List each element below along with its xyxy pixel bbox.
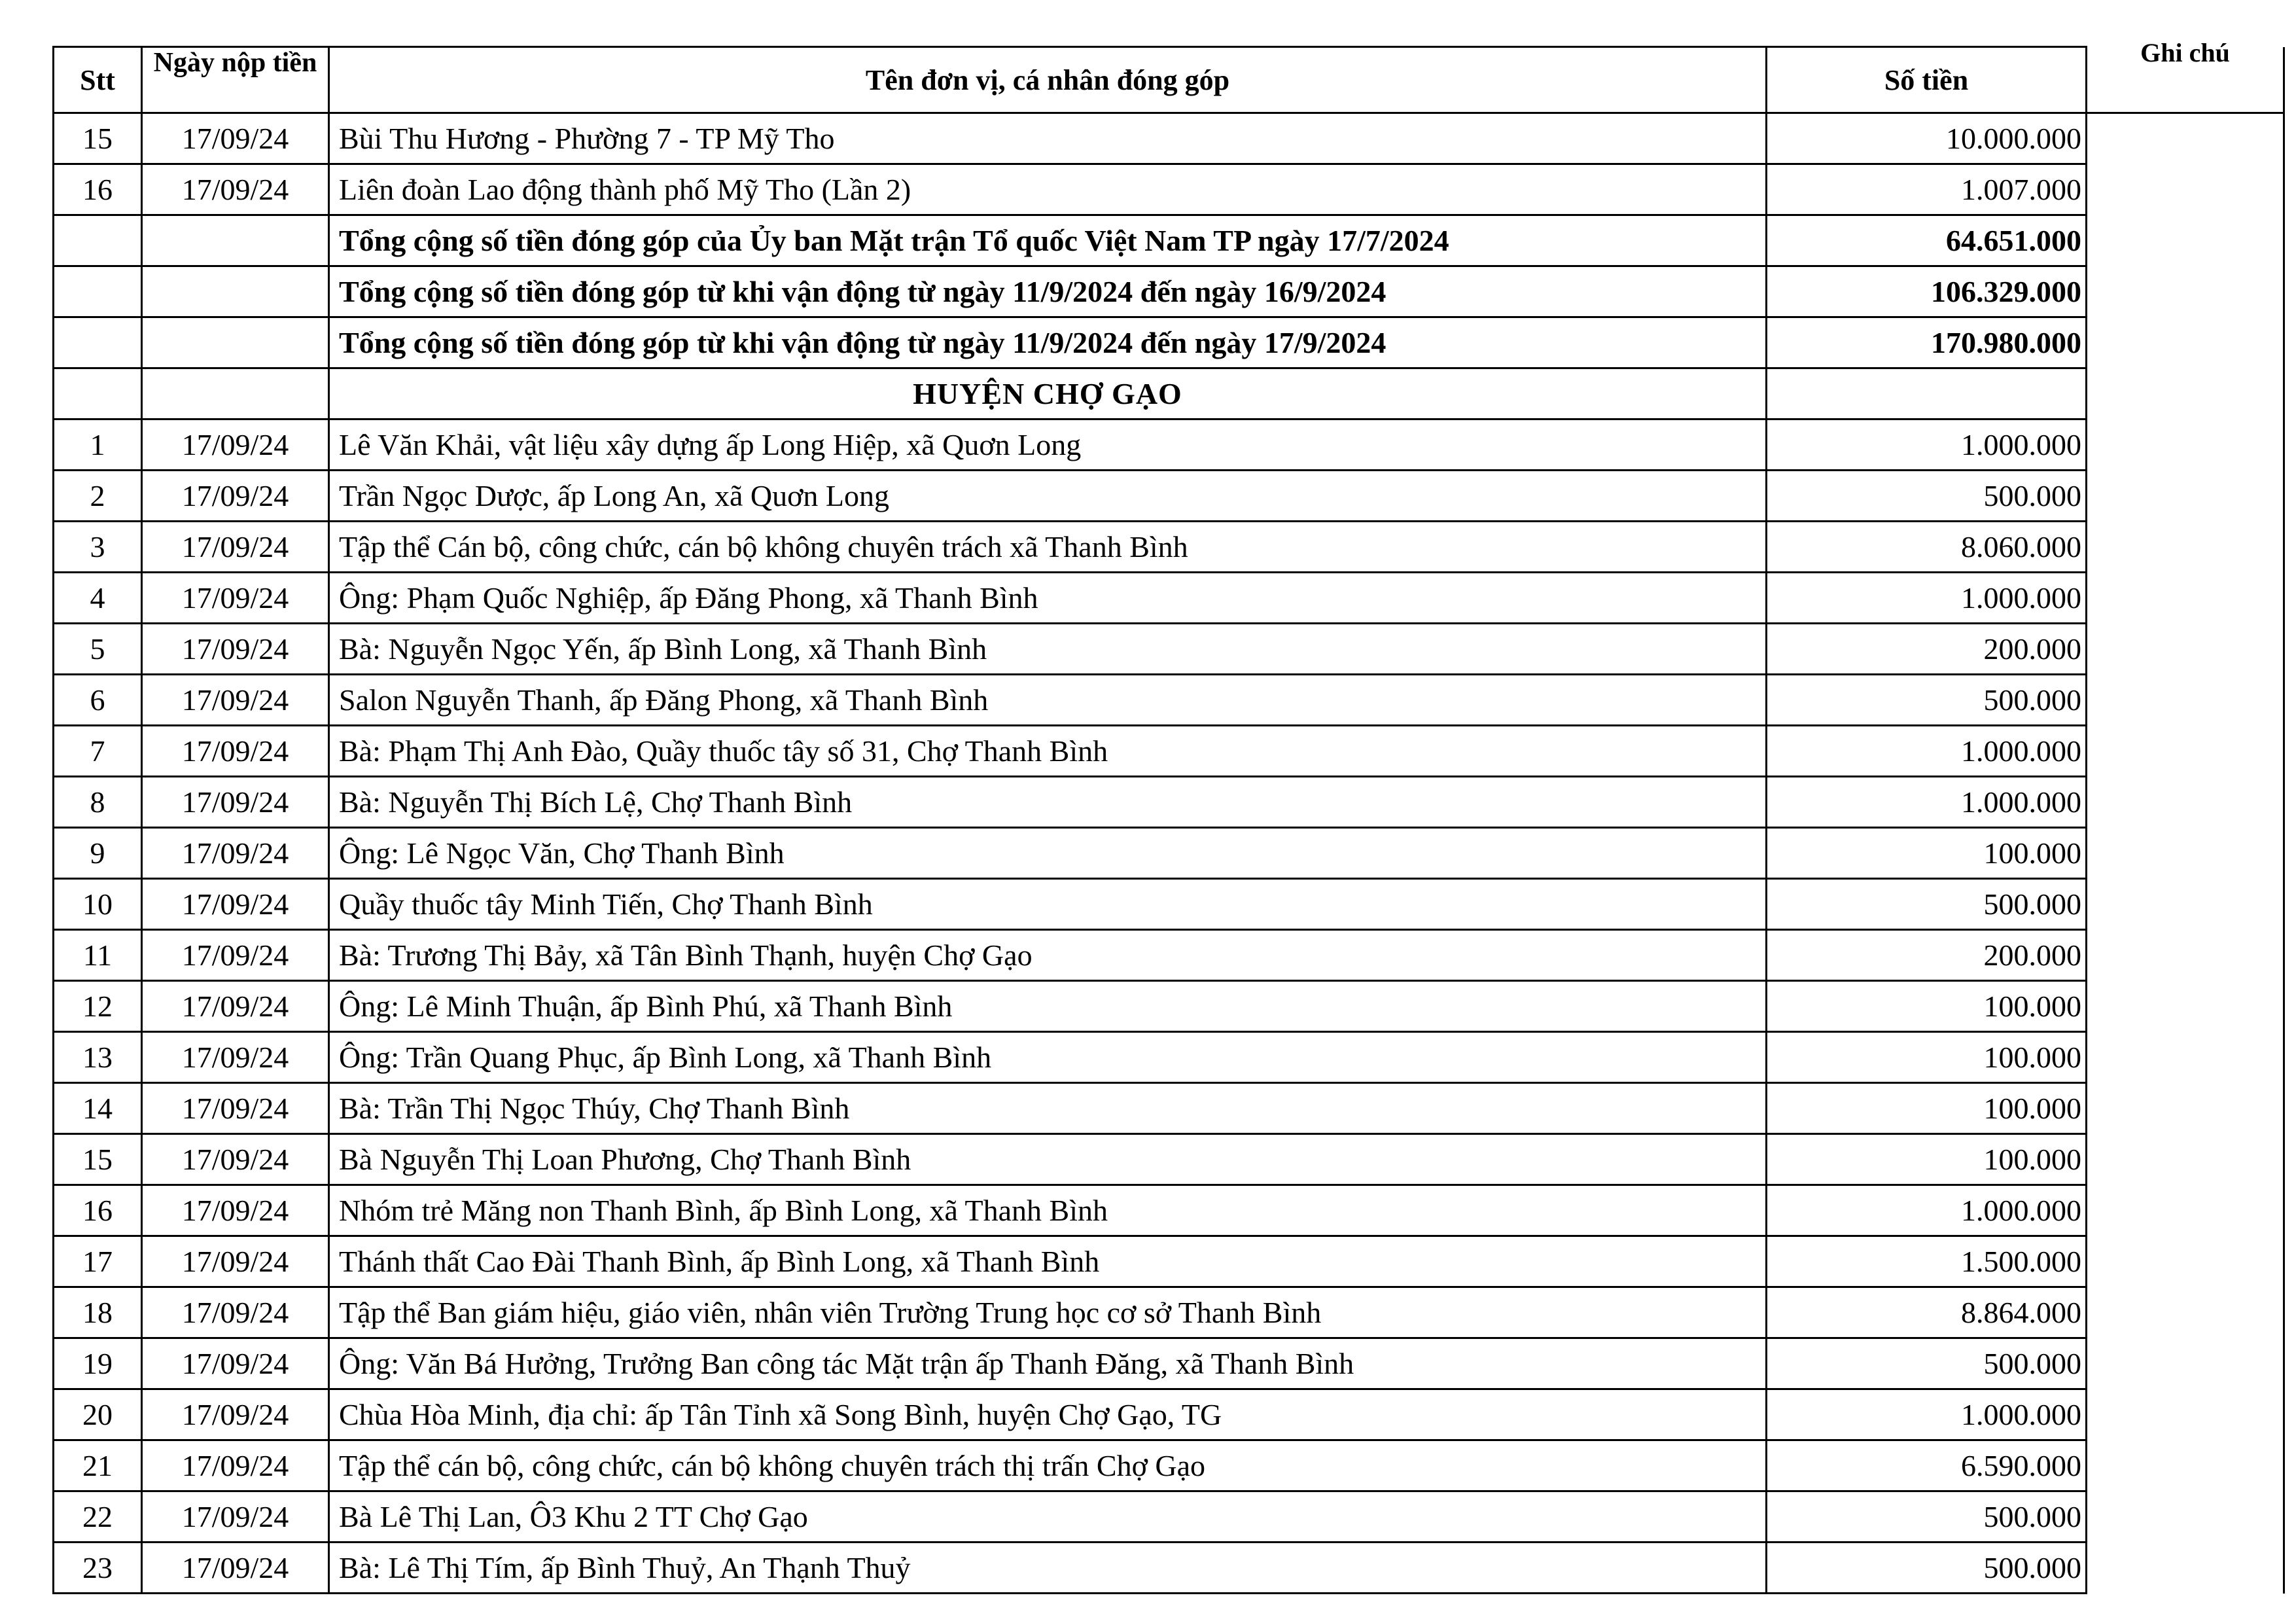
cell-name: Ông: Phạm Quốc Nghiệp, ấp Đăng Phong, xã Thanh Bình [329,573,1767,624]
cell-note [2087,1491,2284,1543]
total-label: Tổng cộng số tiền đóng góp từ khi vận động từ ngày 11/9/2024 đến ngày 16/9/2024 [329,266,1767,317]
cell-date: 17/09/24 [142,981,329,1032]
cell-stt [54,317,142,368]
cell-stt: 20 [54,1389,142,1440]
table-row [54,1032,2284,1083]
total-label: Tổng cộng số tiền đóng góp từ khi vận động từ ngày 11/9/2024 đến ngày 17/9/2024 [329,317,1767,368]
cell-name: Tập thể Ban giám hiệu, giáo viên, nhân viên Trường Trung học cơ sở Thanh Bình [329,1287,1767,1338]
cell-stt: 9 [54,828,142,879]
cell-note [2087,777,2284,828]
cell-date: 17/09/24 [142,1543,329,1594]
cell-stt: 1 [54,419,142,471]
cell-name: Bà: Lê Thị Tím, ấp Bình Thuỷ, An Thạnh Thuỷ [329,1543,1767,1594]
header-stt: Stt [54,47,142,113]
table-row [54,1338,2284,1389]
cell-amount: 10.000.000 [1767,113,2087,164]
cell-stt: 8 [54,777,142,828]
cell-amount: 1.000.000 [1767,573,2087,624]
cell-date: 17/09/24 [142,777,329,828]
cell-name: Salon Nguyễn Thanh, ấp Đăng Phong, xã Thanh Bình [329,675,1767,726]
cell-name: Ông: Lê Ngọc Văn, Chợ Thanh Bình [329,828,1767,879]
cell-name: Bà: Trương Thị Bảy, xã Tân Bình Thạnh, huyện Chợ Gạo [329,930,1767,981]
cell-stt: 21 [54,1440,142,1491]
cell-amount [1767,368,2087,419]
cell-stt: 22 [54,1491,142,1543]
cell-note [2087,1389,2284,1440]
table-row [54,879,2284,930]
cell-date: 17/09/24 [142,675,329,726]
cell-amount: 8.060.000 [1767,522,2087,573]
cell-date: 17/09/24 [142,1287,329,1338]
cell-note [2087,828,2284,879]
cell-note [2087,368,2284,419]
cell-date: 17/09/24 [142,828,329,879]
cell-amount: 1.000.000 [1767,777,2087,828]
section-header-row [54,368,2284,419]
total-row [54,215,2284,266]
cell-amount: 6.590.000 [1767,1440,2087,1491]
cell-date: 17/09/24 [142,1032,329,1083]
cell-name: Lê Văn Khải, vật liệu xây dựng ấp Long Hiệp, xã Quơn Long [329,419,1767,471]
cell-amount: 100.000 [1767,828,2087,879]
cell-name: Chùa Hòa Minh, địa chỉ: ấp Tân Tỉnh xã Song Bình, huyện Chợ Gạo, TG [329,1389,1767,1440]
cell-date: 17/09/24 [142,1236,329,1287]
cell-name: Bà: Nguyễn Ngọc Yến, ấp Bình Long, xã Thanh Bình [329,624,1767,675]
cell-name: Ông: Trần Quang Phục, ấp Bình Long, xã Thanh Bình [329,1032,1767,1083]
cell-note [2087,1032,2284,1083]
cell-date: 17/09/24 [142,1134,329,1185]
cell-note [2087,419,2284,471]
cell-stt: 11 [54,930,142,981]
cell-date [142,368,329,419]
header-note [2087,37,2284,113]
table-row [54,624,2284,675]
cell-amount: 500.000 [1767,1338,2087,1389]
cell-note [2087,1083,2284,1134]
cell-amount: 1.000.000 [1767,726,2087,777]
cell-note [2087,266,2284,317]
cell-note [2087,471,2284,522]
cell-name: Tập thể Cán bộ, công chức, cán bộ không chuyên trách xã Thanh Bình [329,522,1767,573]
cell-date: 17/09/24 [142,1440,329,1491]
cell-note [2087,624,2284,675]
cell-stt: 7 [54,726,142,777]
cell-date: 17/09/24 [142,573,329,624]
cell-stt: 15 [54,113,142,164]
cell-stt: 4 [54,573,142,624]
cell-note [2087,317,2284,368]
cell-date [142,266,329,317]
cell-date: 17/09/24 [142,113,329,164]
cell-date: 17/09/24 [142,930,329,981]
cell-note [2087,1287,2284,1338]
cell-date: 17/09/24 [142,164,329,215]
cell-stt [54,215,142,266]
cell-date: 17/09/24 [142,1083,329,1134]
table-row [54,522,2284,573]
cell-stt: 13 [54,1032,142,1083]
cell-note [2087,675,2284,726]
cell-stt: 2 [54,471,142,522]
table-row [54,1440,2284,1491]
cell-date: 17/09/24 [142,471,329,522]
cell-stt: 5 [54,624,142,675]
cell-amount: 500.000 [1767,879,2087,930]
total-amount: 64.651.000 [1767,215,2087,266]
cell-note [2087,573,2284,624]
cell-note [2087,1440,2284,1491]
cell-stt: 3 [54,522,142,573]
cell-amount: 1.007.000 [1767,164,2087,215]
header-amount: Số tiền [1767,47,2087,113]
cell-name: Bà: Phạm Thị Anh Đào, Quầy thuốc tây số 31, Chợ Thanh Bình [329,726,1767,777]
cell-amount: 1.500.000 [1767,1236,2087,1287]
table-row [54,419,2284,471]
cell-amount: 100.000 [1767,1032,2087,1083]
cell-note [2087,879,2284,930]
table-row [54,1134,2284,1185]
cell-note [2087,164,2284,215]
header-note-text: Ghi chú [2140,37,2230,67]
cell-stt: 10 [54,879,142,930]
cell-amount: 1.000.000 [1767,1389,2087,1440]
cell-stt: 17 [54,1236,142,1287]
total-label: Tổng cộng số tiền đóng góp của Ủy ban Mặt trận Tổ quốc Việt Nam TP ngày 17/7/2024 [329,215,1767,266]
total-row [54,266,2284,317]
cell-amount: 1.000.000 [1767,419,2087,471]
header-name: Tên đơn vị, cá nhân đóng góp [329,47,1767,113]
cell-name: Bà Nguyễn Thị Loan Phương, Chợ Thanh Bình [329,1134,1767,1185]
cell-date: 17/09/24 [142,879,329,930]
cell-note [2087,1185,2284,1236]
cell-amount: 100.000 [1767,1083,2087,1134]
table-row [54,981,2284,1032]
cell-note [2087,1543,2284,1594]
cell-note [2087,1236,2284,1287]
cell-name: Tập thể cán bộ, công chức, cán bộ không chuyên trách thị trấn Chợ Gạo [329,1440,1767,1491]
cell-stt: 16 [54,164,142,215]
table-row [54,1491,2284,1543]
cell-note [2087,981,2284,1032]
cell-date [142,317,329,368]
table-row [54,828,2284,879]
table-row [54,1185,2284,1236]
cell-note [2087,522,2284,573]
total-amount: 106.329.000 [1767,266,2087,317]
table-row [54,1236,2284,1287]
cell-amount: 1.000.000 [1767,1185,2087,1236]
table-row [54,573,2284,624]
cell-stt: 14 [54,1083,142,1134]
cell-name: Liên đoàn Lao động thành phố Mỹ Tho (Lần 2) [329,164,1767,215]
table-row [54,164,2284,215]
cell-note [2087,726,2284,777]
table-row [54,471,2284,522]
cell-date: 17/09/24 [142,726,329,777]
cell-stt: 19 [54,1338,142,1389]
table-row [54,930,2284,981]
table-row [54,1389,2284,1440]
cell-note [2087,1134,2284,1185]
cell-stt: 15 [54,1134,142,1185]
total-row [54,317,2284,368]
cell-name: Trần Ngọc Dược, ấp Long An, xã Quơn Long [329,471,1767,522]
cell-name: Bà: Nguyễn Thị Bích Lệ, Chợ Thanh Bình [329,777,1767,828]
cell-date [142,215,329,266]
cell-stt [54,368,142,419]
cell-date: 17/09/24 [142,1491,329,1543]
cell-note [2087,215,2284,266]
cell-date: 17/09/24 [142,624,329,675]
cell-name: Ông: Lê Minh Thuận, ấp Bình Phú, xã Thanh Bình [329,981,1767,1032]
table-row [54,1083,2284,1134]
cell-stt: 18 [54,1287,142,1338]
table-row [54,113,2284,164]
cell-amount: 100.000 [1767,1134,2087,1185]
donation-table-wrapper [52,37,2285,1594]
cell-amount: 500.000 [1767,471,2087,522]
cell-name: Quầy thuốc tây Minh Tiến, Chợ Thanh Bình [329,879,1767,930]
cell-note [2087,113,2284,164]
donation-table [52,37,2285,1594]
cell-name: Bùi Thu Hương - Phường 7 - TP Mỹ Tho [329,113,1767,164]
cell-name: Bà: Trần Thị Ngọc Thúy, Chợ Thanh Bình [329,1083,1767,1134]
table-row [54,675,2284,726]
table-row [54,1543,2284,1594]
cell-amount: 200.000 [1767,930,2087,981]
cell-name: Nhóm trẻ Măng non Thanh Bình, ấp Bình Long, xã Thanh Bình [329,1185,1767,1236]
cell-amount: 500.000 [1767,675,2087,726]
section-title: HUYỆN CHỢ GẠO [329,368,1767,419]
cell-date: 17/09/24 [142,1389,329,1440]
cell-stt: 12 [54,981,142,1032]
table-body [54,113,2284,1594]
cell-date: 17/09/24 [142,522,329,573]
cell-amount: 8.864.000 [1767,1287,2087,1338]
cell-amount: 500.000 [1767,1543,2087,1594]
cell-name: Thánh thất Cao Đài Thanh Bình, ấp Bình Long, xã Thanh Bình [329,1236,1767,1287]
table-header-row [54,47,2284,113]
header-date: Ngày nộp tiền [142,47,329,113]
table-row [54,726,2284,777]
cell-amount: 200.000 [1767,624,2087,675]
cell-stt [54,266,142,317]
total-amount: 170.980.000 [1767,317,2087,368]
cell-stt: 23 [54,1543,142,1594]
cell-amount: 500.000 [1767,1491,2087,1543]
cell-date: 17/09/24 [142,1338,329,1389]
table-row [54,777,2284,828]
cell-note [2087,930,2284,981]
cell-name: Ông: Văn Bá Hưởng, Trưởng Ban công tác Mặt trận ấp Thanh Đăng, xã Thanh Bình [329,1338,1767,1389]
cell-name: Bà Lê Thị Lan, Ô3 Khu 2 TT Chợ Gạo [329,1491,1767,1543]
cell-stt: 16 [54,1185,142,1236]
cell-stt: 6 [54,675,142,726]
table-row [54,1287,2284,1338]
cell-note [2087,1338,2284,1389]
cell-amount: 100.000 [1767,981,2087,1032]
cell-date: 17/09/24 [142,1185,329,1236]
cell-date: 17/09/24 [142,419,329,471]
